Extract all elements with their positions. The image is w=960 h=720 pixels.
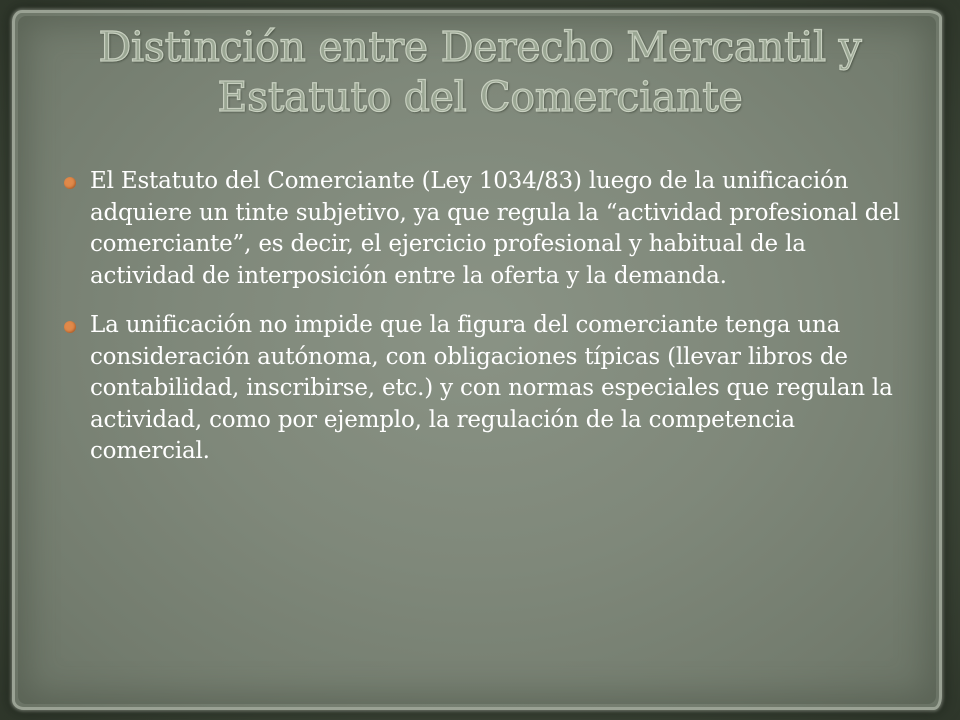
- orange-circle-bullet-icon: [64, 177, 76, 189]
- slide-title-line-2: Estatuto del Comerciante: [217, 73, 743, 121]
- bullet-text: La unificación no impide que la figura del comerciante tenga una consideración autónoma, con obligaciones típicas (llevar libros de contabilidad, inscribirse, etc.) y con normas especiales que regulan la actividad, como por ejemplo, la regulación de la competencia comercial.: [90, 312, 893, 464]
- slide-title-line-1: Distinción entre Derecho Mercantil y: [98, 23, 862, 71]
- orange-circle-bullet-icon: [64, 321, 76, 333]
- slide-title: [40, 22, 920, 122]
- bullet-item: [60, 166, 912, 292]
- bullet-list: [60, 166, 912, 486]
- bullet-item: [60, 310, 912, 468]
- bullet-text: El Estatuto del Comerciante (Ley 1034/83) luego de la unificación adquiere un tinte subjetivo, ya que regula la “actividad profesional del comerciante”, es decir, el ejercicio profesional y habitual de la actividad de interposición entre la oferta y la demanda.: [90, 168, 900, 289]
